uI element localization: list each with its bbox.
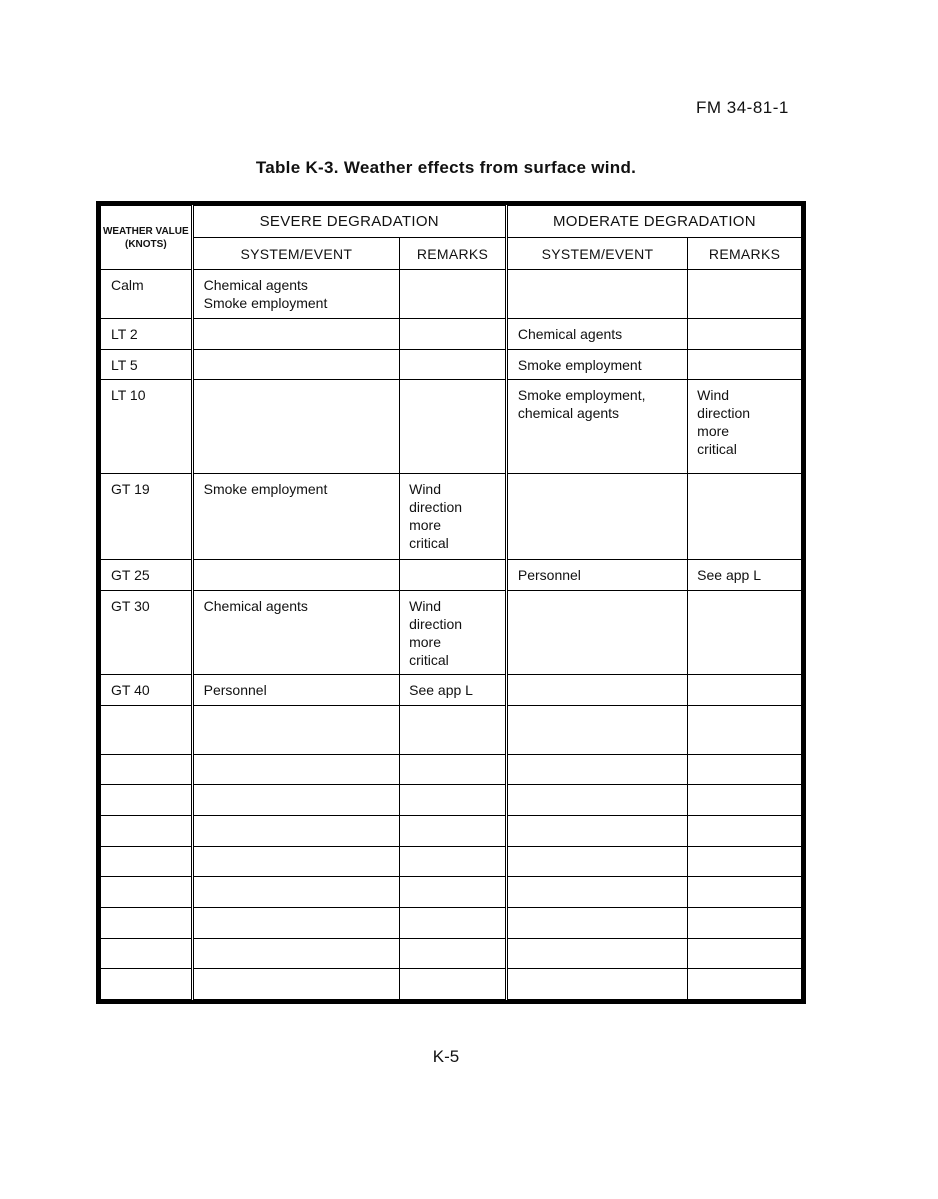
empty-row <box>101 938 802 969</box>
empty-row <box>101 754 802 785</box>
weather-value-cell: LT 5 <box>111 356 138 373</box>
moderate-system-event-header: SYSTEM/EVENT <box>506 238 687 270</box>
table-row <box>101 319 802 350</box>
severe-system-cell: Personnel <box>203 681 267 698</box>
moderate-degradation-header: MODERATE DEGRADATION <box>506 206 801 238</box>
table-title: Table K-3. Weather effects from surface wind. <box>255 158 637 177</box>
moderate-system-cell <box>508 270 687 276</box>
weather-effects-table <box>96 201 806 1004</box>
empty-row <box>101 785 802 816</box>
moderate-system-cell <box>508 675 687 681</box>
severe-remarks-cell <box>400 380 505 386</box>
moderate-remarks-cell <box>688 350 801 356</box>
moderate-remarks-header: REMARKS <box>688 238 802 270</box>
table-row <box>101 349 802 380</box>
moderate-remarks-cell: Wind direction more critical <box>697 387 751 458</box>
table-row <box>101 674 802 705</box>
weather-value-cell: LT 10 <box>111 387 146 404</box>
moderate-system-cell <box>508 474 687 480</box>
severe-system-cell <box>194 380 399 386</box>
empty-row <box>101 969 802 1000</box>
moderate-system-cell: Smoke employment, chemical agents <box>517 387 646 422</box>
weather-value-cell: GT 25 <box>111 567 150 584</box>
severe-remarks-cell <box>400 270 505 276</box>
moderate-remarks-cell <box>688 675 801 681</box>
severe-system-cell: Chemical agents <box>203 598 308 614</box>
empty-row <box>101 877 802 908</box>
weather-value-cell: Calm <box>111 277 144 293</box>
moderate-remarks-cell <box>688 591 801 597</box>
severe-remarks-cell <box>400 319 505 325</box>
moderate-remarks-cell: See app L <box>697 567 761 584</box>
severe-remarks-cell: Wind direction more critical <box>409 481 463 552</box>
severe-system-cell: Smoke employment <box>203 481 328 498</box>
weather-value-cell: GT 30 <box>111 598 150 614</box>
table-row <box>101 474 802 560</box>
severe-system-cell <box>194 560 399 566</box>
severe-system-cell: Chemical agents Smoke employment <box>203 277 328 311</box>
moderate-system-cell <box>508 591 687 597</box>
moderate-remarks-cell <box>688 270 801 276</box>
severe-remarks-cell: Wind direction more critical <box>409 598 463 668</box>
table-row <box>101 560 802 591</box>
severe-remarks-header: REMARKS <box>400 238 507 270</box>
table-row <box>101 380 802 474</box>
moderate-remarks-cell <box>688 474 801 480</box>
severe-system-event-header: SYSTEM/EVENT <box>192 238 399 270</box>
table-row <box>101 270 802 319</box>
empty-row <box>101 705 802 754</box>
weather-value-cell: GT 19 <box>111 481 150 498</box>
page-number: K-5 <box>432 1047 460 1066</box>
severe-system-cell <box>194 350 399 356</box>
moderate-system-cell: Chemical agents <box>517 326 623 343</box>
empty-row <box>101 815 802 846</box>
moderate-system-cell: Personnel <box>517 567 581 584</box>
severe-system-cell <box>194 319 399 325</box>
empty-row <box>101 846 802 877</box>
severe-remarks-cell <box>400 560 505 566</box>
moderate-system-cell: Smoke employment <box>517 356 642 373</box>
weather-value-cell: LT 2 <box>111 326 138 343</box>
severe-degradation-header: SEVERE DEGRADATION <box>192 206 506 238</box>
document-id: FM 34-81-1 <box>696 98 789 117</box>
moderate-remarks-cell <box>688 319 801 325</box>
empty-row <box>101 907 802 938</box>
severe-remarks-cell <box>400 350 505 356</box>
table-row <box>101 591 802 675</box>
severe-remarks-cell: See app L <box>409 681 473 698</box>
weather-value-header: WEATHER VALUE (KNOTS) <box>101 206 193 270</box>
weather-value-cell: GT 40 <box>111 681 150 698</box>
